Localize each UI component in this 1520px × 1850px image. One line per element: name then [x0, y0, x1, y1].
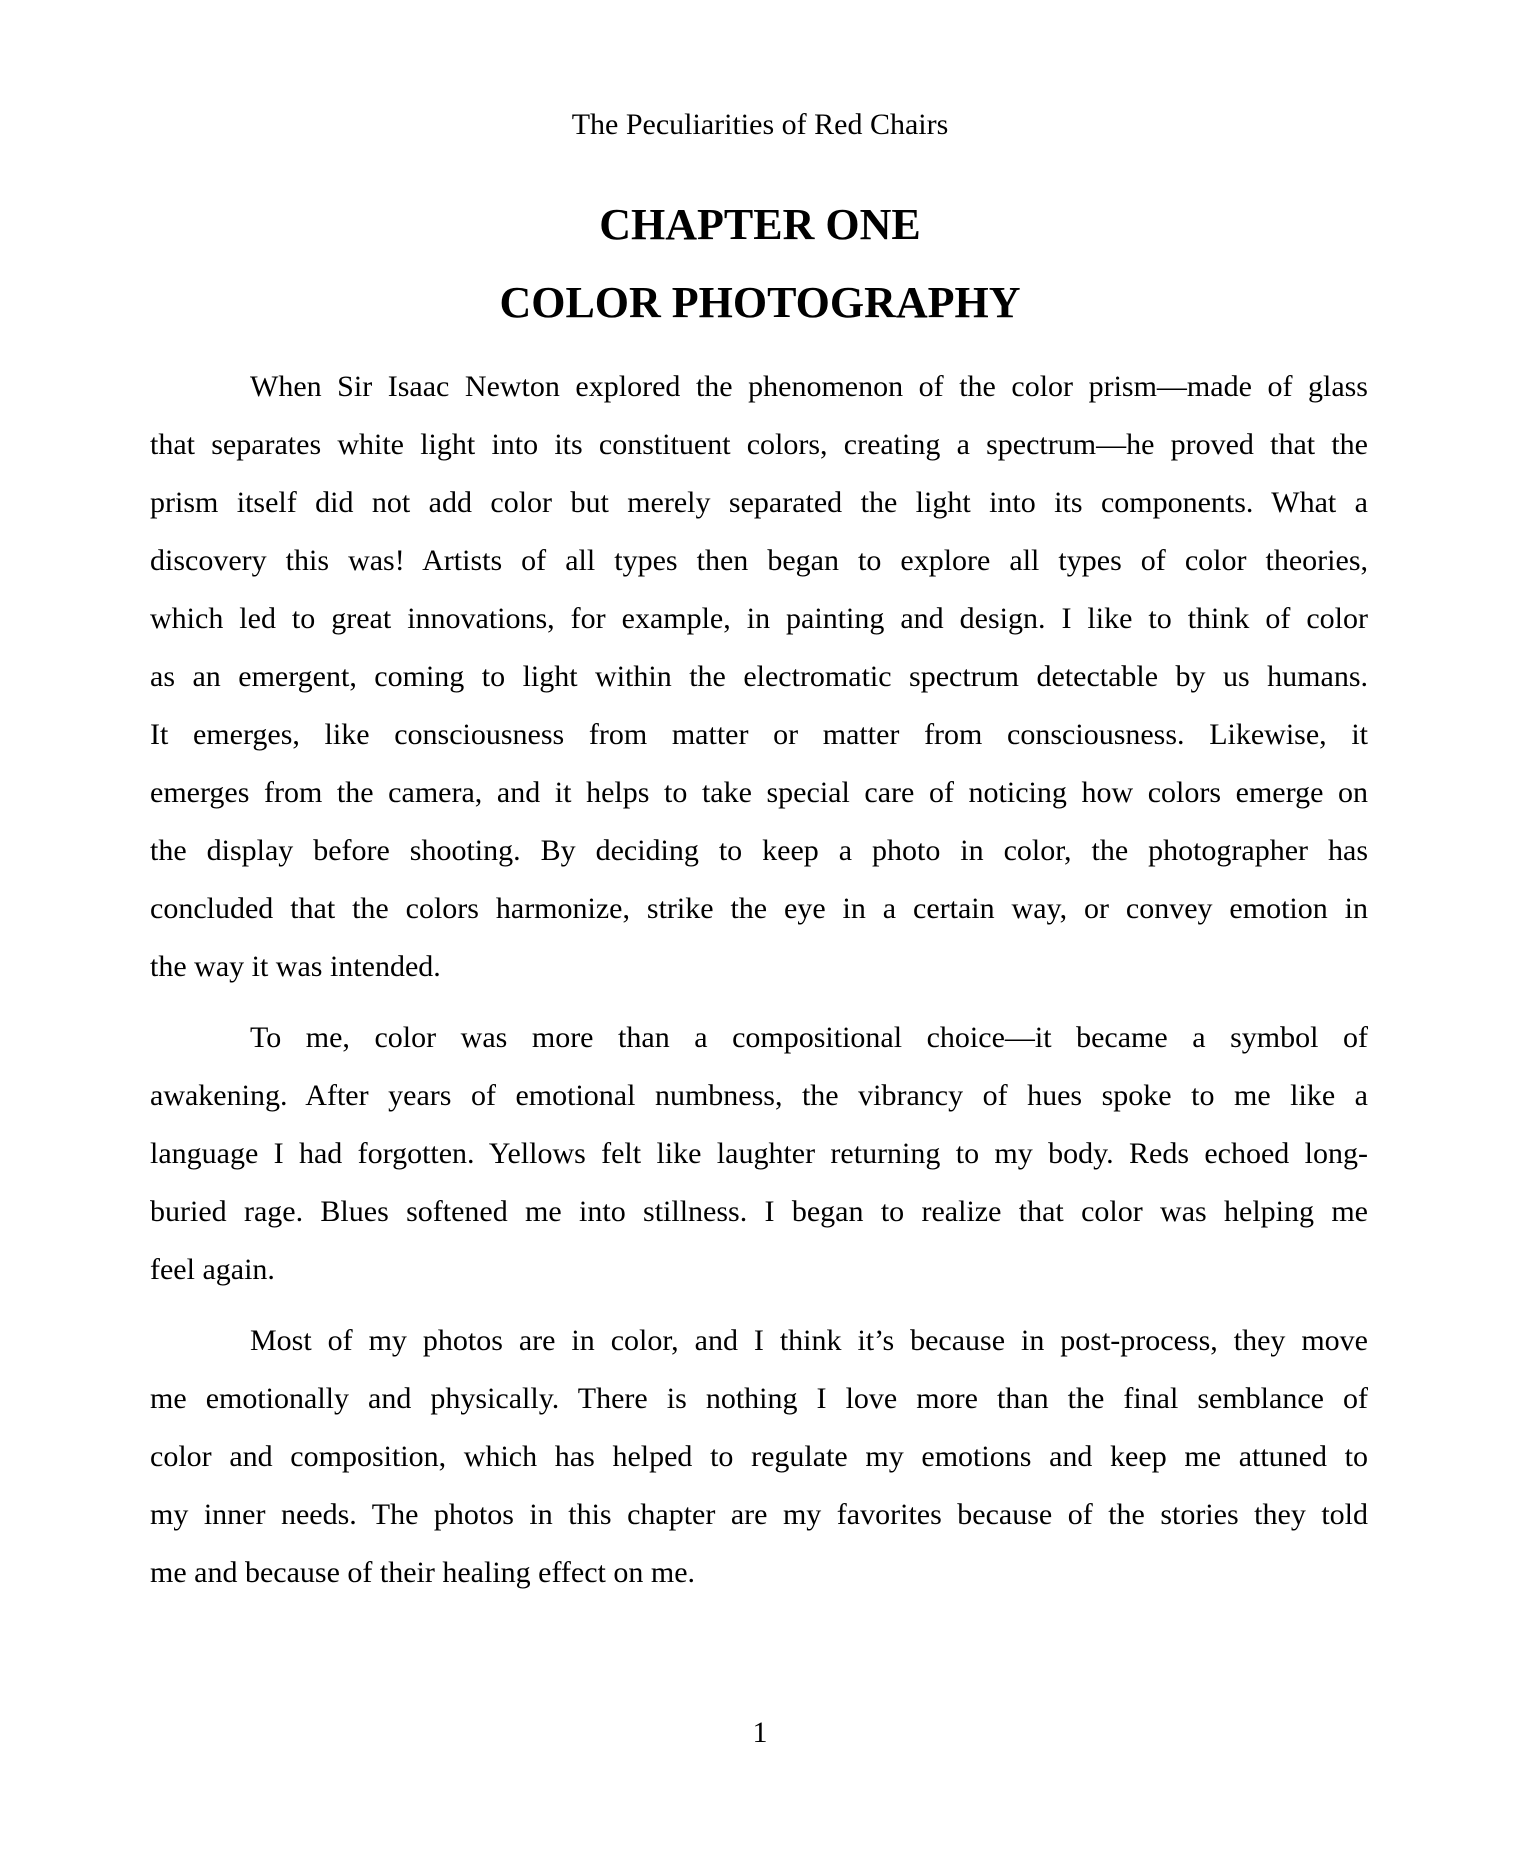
text-line: which led to great innovations, for example, in painting and design. I like to think of color — [150, 602, 1368, 635]
text-line: Most of my photos are in color, and I think it’s because in post-process, they move — [250, 1324, 1368, 1357]
text-line: language I had forgotten. Yellows felt like laughter returning to my body. Reds echoed long- — [150, 1137, 1368, 1170]
text-line: discovery this was! Artists of all types then began to explore all types of color theories, — [150, 544, 1368, 577]
text-line: feel again. — [150, 1253, 275, 1286]
text-line: my inner needs. The photos in this chapter are my favorites because of the stories they told — [150, 1498, 1368, 1531]
running-header: The Peculiarities of Red Chairs — [571, 108, 949, 141]
body-text — [150, 358, 1368, 1615]
text-line: color and composition, which has helped to regulate my emotions and keep me attuned to — [150, 1440, 1368, 1473]
text-line: me and because of their healing effect on me. — [150, 1556, 696, 1589]
text-line: the display before shooting. By deciding to keep a photo in color, the photographer has — [150, 834, 1368, 867]
text-line: me emotionally and physically. There is nothing I love more than the final semblance of — [150, 1382, 1368, 1415]
paragraph — [150, 358, 1368, 996]
text-line: the way it was intended. — [150, 950, 441, 983]
text-line: that separates white light into its constituent colors, creating a spectrum—he proved that the — [150, 428, 1368, 461]
text-line: as an emergent, coming to light within the electromatic spectrum detectable by us humans. — [150, 660, 1368, 693]
paragraph — [150, 1009, 1368, 1299]
text-line: It emerges, like consciousness from matter or matter from consciousness. Likewise, it — [150, 718, 1368, 751]
text-line: buried rage. Blues softened me into stillness. I began to realize that color was helping me — [150, 1195, 1368, 1228]
text-line: prism itself did not add color but merely separated the light into its components. What a — [150, 486, 1368, 519]
text-line: emerges from the camera, and it helps to take special care of noticing how colors emerge on — [150, 776, 1368, 809]
chapter-label: CHAPTER ONE — [599, 200, 921, 249]
text-line: When Sir Isaac Newton explored the phenomenon of the color prism—made of glass — [250, 370, 1368, 403]
chapter-title: COLOR PHOTOGRAPHY — [499, 278, 1021, 327]
page-number: 1 — [752, 1716, 768, 1749]
chapter-heading — [0, 186, 1520, 342]
text-line: To me, color was more than a compositional choice—it became a symbol of — [250, 1021, 1368, 1054]
text-line: concluded that the colors harmonize, strike the eye in a certain way, or convey emotion in — [150, 892, 1368, 925]
text-line: awakening. After years of emotional numbness, the vibrancy of hues spoke to me like a — [150, 1079, 1368, 1112]
paragraph — [150, 1312, 1368, 1602]
